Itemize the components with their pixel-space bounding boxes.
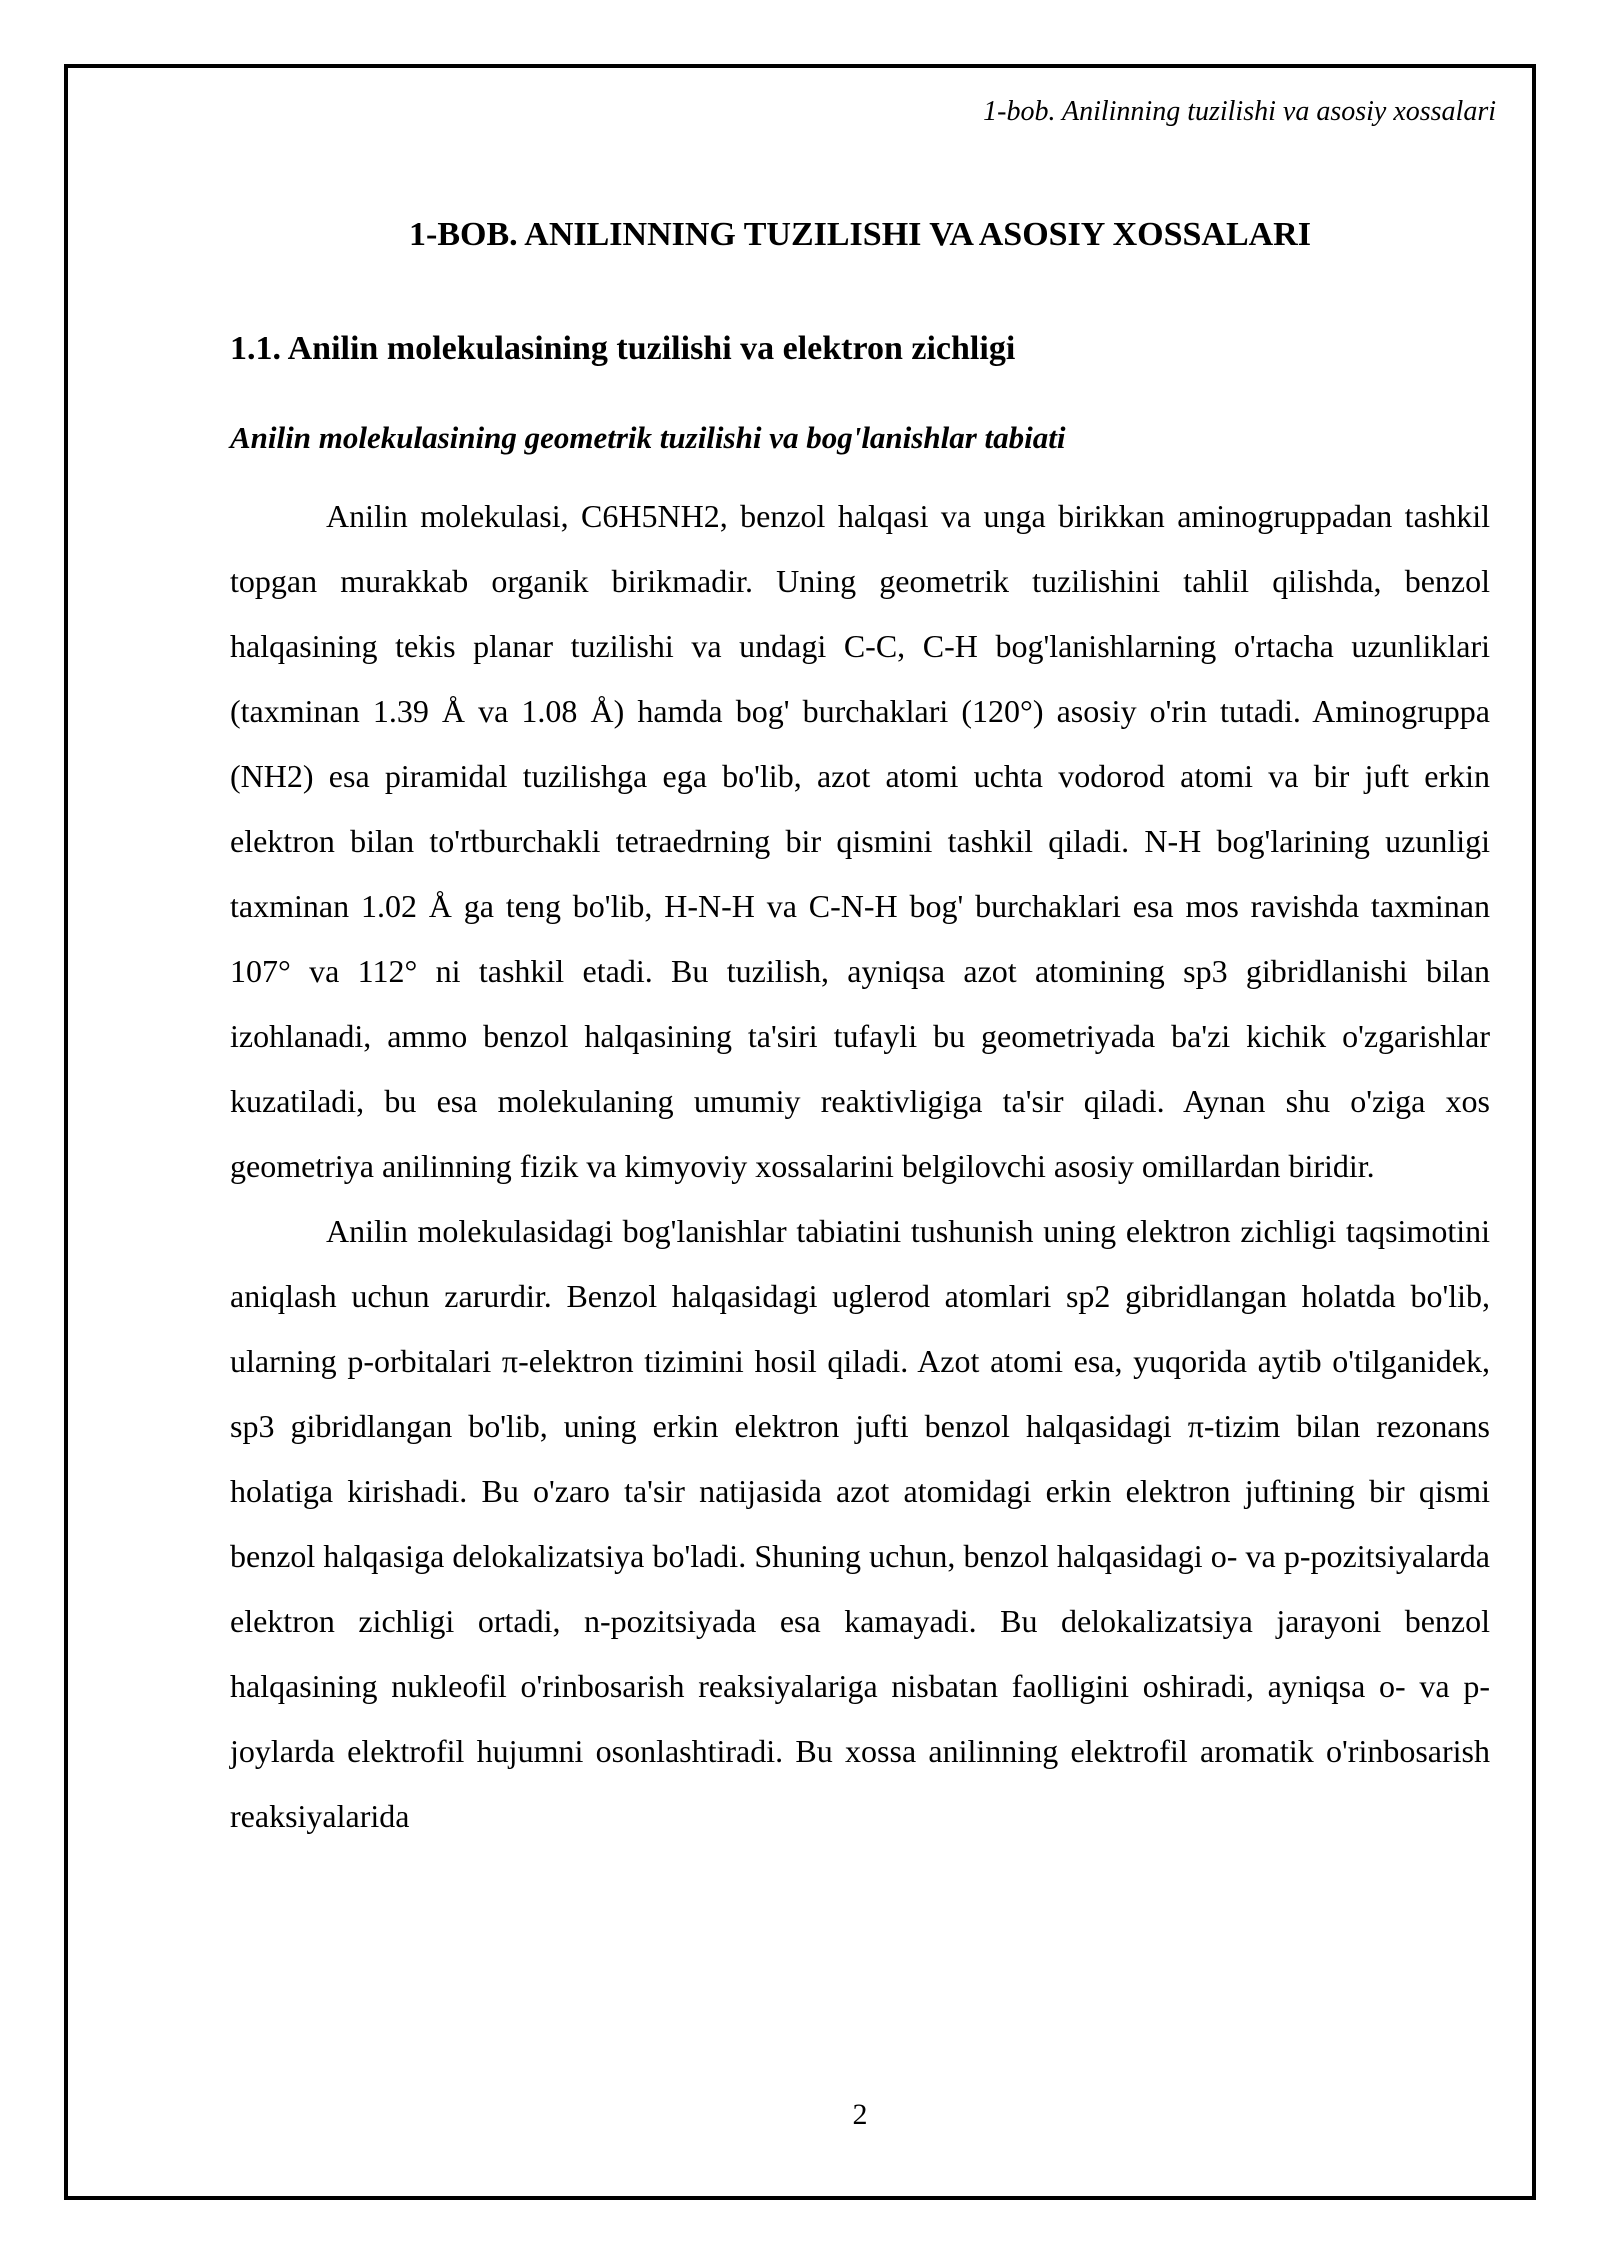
section-title: 1.1. Anilin molekulasining tuzilishi va elektron zichligi xyxy=(230,330,1016,367)
page-number: 2 xyxy=(852,2098,868,2131)
chapter-title: 1-BOB. ANILINNING TUZILISHI VA ASOSIY XOSSALARI xyxy=(409,216,1311,253)
body-text xyxy=(230,484,1490,1849)
paragraph-1: Anilin molekulasi, C6H5NH2, benzol halqasi va unga birikkan aminogruppadan tashkil topgan murakkab organik birikmadir. Uning geometrik tuzilishini tahlil qilishda, benzol halqasining tekis planar tuzilishi va undagi C-C, C-H bog'lanishlarning o'rtacha uzunliklari (taxminan 1.39 Å va 1.08 Å) hamda bog' burchaklari (120°) asosiy o'rin tutadi. Aminogruppa (NH2) esa piramidal tuzilishga ega bo'lib, azot atomi uchta vodorod atomi va bir juft erkin elektron bilan to'rtburchakli tetraedrning bir qismini tashkil qiladi. N-H bog'larining uzunligi taxminan 1.02 Å ga teng bo'lib, H-N-H va C-N-H bog' burchaklari esa mos ravishda taxminan 107° va 112° ni tashkil etadi. Bu tuzilish, ayniqsa azot atomining sp3 gibridlanishi bilan izohlanadi, ammo benzol halqasining ta'siri tufayli bu geometriyada ba'zi kichik o'zgarishlar kuzatiladi, bu esa molekulaning umumiy reaktivligiga ta'sir qiladi. Aynan shu o'ziga xos geometriya anilinning fizik va kimyoviy xossalarini belgilovchi asosiy omillardan biridir. xyxy=(230,498,1490,1184)
subsection-title: Anilin molekulasining geometrik tuzilishi va bog'lanishlar tabiati xyxy=(230,420,1066,455)
running-header: 1-bob. Anilinning tuzilishi va asosiy xossalari xyxy=(983,96,1496,127)
paragraph-2: Anilin molekulasidagi bog'lanishlar tabiatini tushunish uning elektron zichligi taqsimotini aniqlash uchun zarurdir. Benzol halqasidagi uglerod atomlari sp2 gibridlangan holatda bo'lib, ularning p-orbitalari π-elektron tizimini hosil qiladi. Azot atomi esa, yuqorida aytib o'tilganidek, sp3 gibridlangan bo'lib, uning erkin elektron jufti benzol halqasidagi π-tizim bilan rezonans holatiga kirishadi. Bu o'zaro ta'sir natijasida azot atomidagi erkin elektron juftining bir qismi benzol halqasiga delokalizatsiya bo'ladi. Shuning uchun, benzol halqasidagi o- va p-pozitsiyalarda elektron zichligi ortadi, n-pozitsiyada esa kamayadi. Bu delokalizatsiya jarayoni benzol halqasining nukleofil o'rinbosarish reaksiyalariga nisbatan faolligini oshiradi, ayniqsa o- va p-joylarda elektrofil hujumni osonlashtiradi. Bu xossa anilinning elektrofil aromatik o'rinbosarish reaksiyalarida xyxy=(230,1213,1490,1834)
